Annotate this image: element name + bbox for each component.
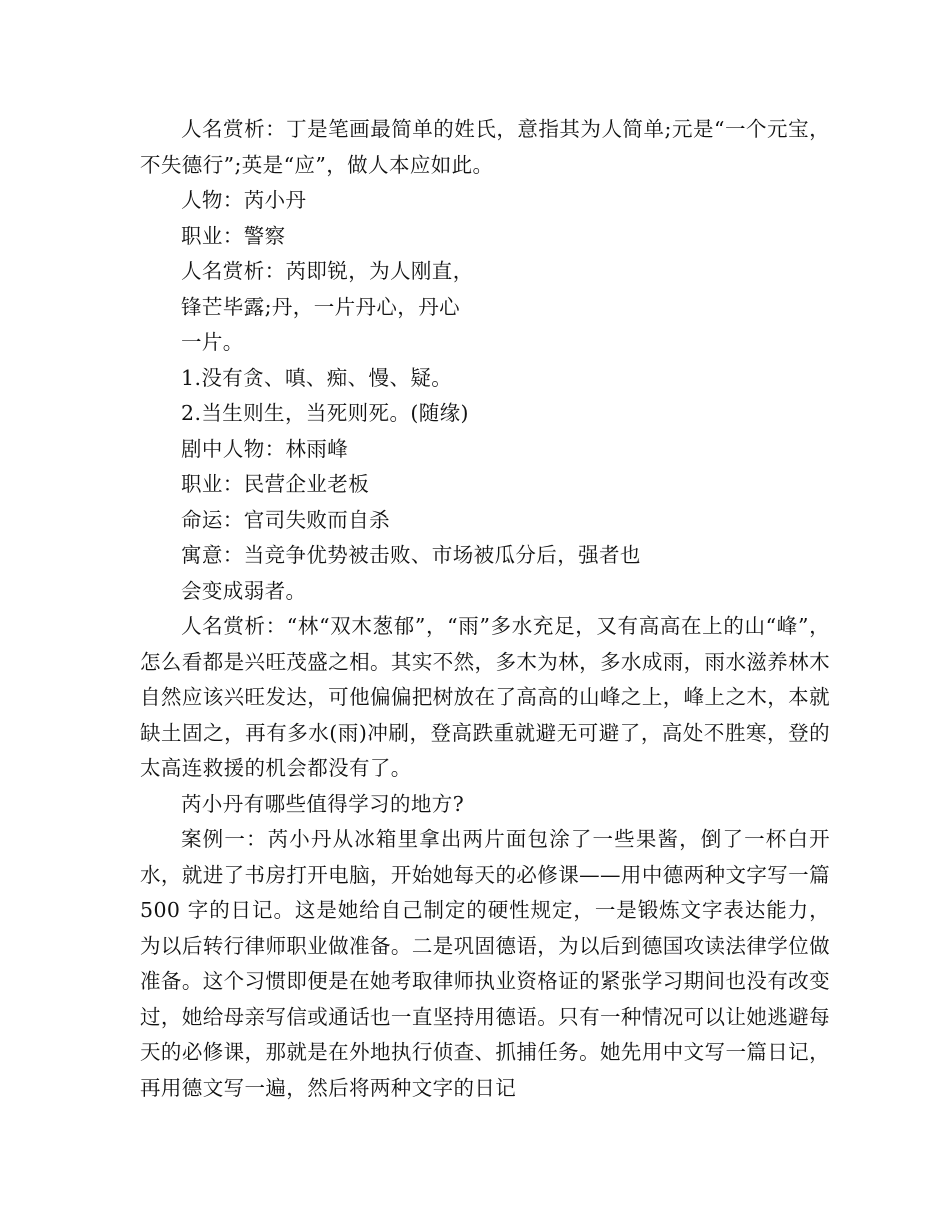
paragraph-name-analysis-rui: 人名赏析：芮即锐，为人刚直，	[181, 259, 474, 283]
paragraph-name-analysis-rui-end: 一片。	[181, 330, 244, 354]
paragraph-occupation: 职业：警察	[181, 223, 286, 248]
paragraph-meaning-cont: 会变成弱者。	[181, 578, 307, 603]
paragraph-name-analysis-lin: 人名赏析：“林“双木葱郁”，“雨”多水充足，又有高高在上的山“峰”，怎么看都是兴旺茂盛之相。其实不然，多木为林，多水成雨，雨水滋养林木自然应该兴旺发达，可他偏偏把树放在了高高的山峰之上，峰上之木，本就缺土固之，再有多水(雨)冲刷，登高跌重就避无可避了，高处不胜寒，登的太高连救援的机会都没有了。	[140, 614, 830, 780]
paragraph-item-1: 1.没有贪、嗔、痴、慢、疑。	[181, 365, 453, 390]
paragraph-drama-character: 剧中人物：林雨峰	[181, 436, 349, 461]
paragraph-name-analysis-ding: 人名赏析：丁是笔画最简单的姓氏，意指其为人简单;元是“一个元宝，不失德行”;英是“应”，做人本应如此。	[140, 117, 830, 177]
paragraph-item-2: 2.当生则生，当死则死。(随缘)	[181, 401, 469, 425]
paragraph-character: 人物：芮小丹	[181, 188, 307, 212]
paragraph-meaning: 寓意：当竞争优势被击败、市场被瓜分后，强者也	[181, 543, 641, 567]
paragraph-fate: 命运：官司失败而自杀	[181, 507, 390, 532]
paragraph-name-analysis-rui-cont: 锋芒毕露;丹，一片丹心，丹心	[181, 294, 461, 319]
paragraph-occupation-lin: 职业：民营企业老板	[181, 472, 370, 496]
paragraph-question: 芮小丹有哪些值得学习的地方?	[181, 791, 465, 816]
paragraph-case-one: 案例一：芮小丹从冰箱里拿出两片面包涂了一些果酱，倒了一杯白开水，就进了书房打开电脑，开始她每天的必修课——用中德两种文字写一篇 500 字的日记。这是她给自己制定的硬性规定，一是锻炼文字表达能力，为以后转行律师职业做准备。二是巩固德语，为以后到德国攻读法律学位做准备。这个习惯即便是在她考取律师执业资格证的紧张学习期间也没有改变过，她给母亲写信或通话也一直坚持用德语。只有一种情况可以让她逃避每天的必修课，那就是在外地执行侦查、抓捕任务。她先用中文写一篇日记，再用德文写一遍，然后将两种文字的日记	[140, 827, 830, 1100]
document-body	[140, 112, 830, 1106]
